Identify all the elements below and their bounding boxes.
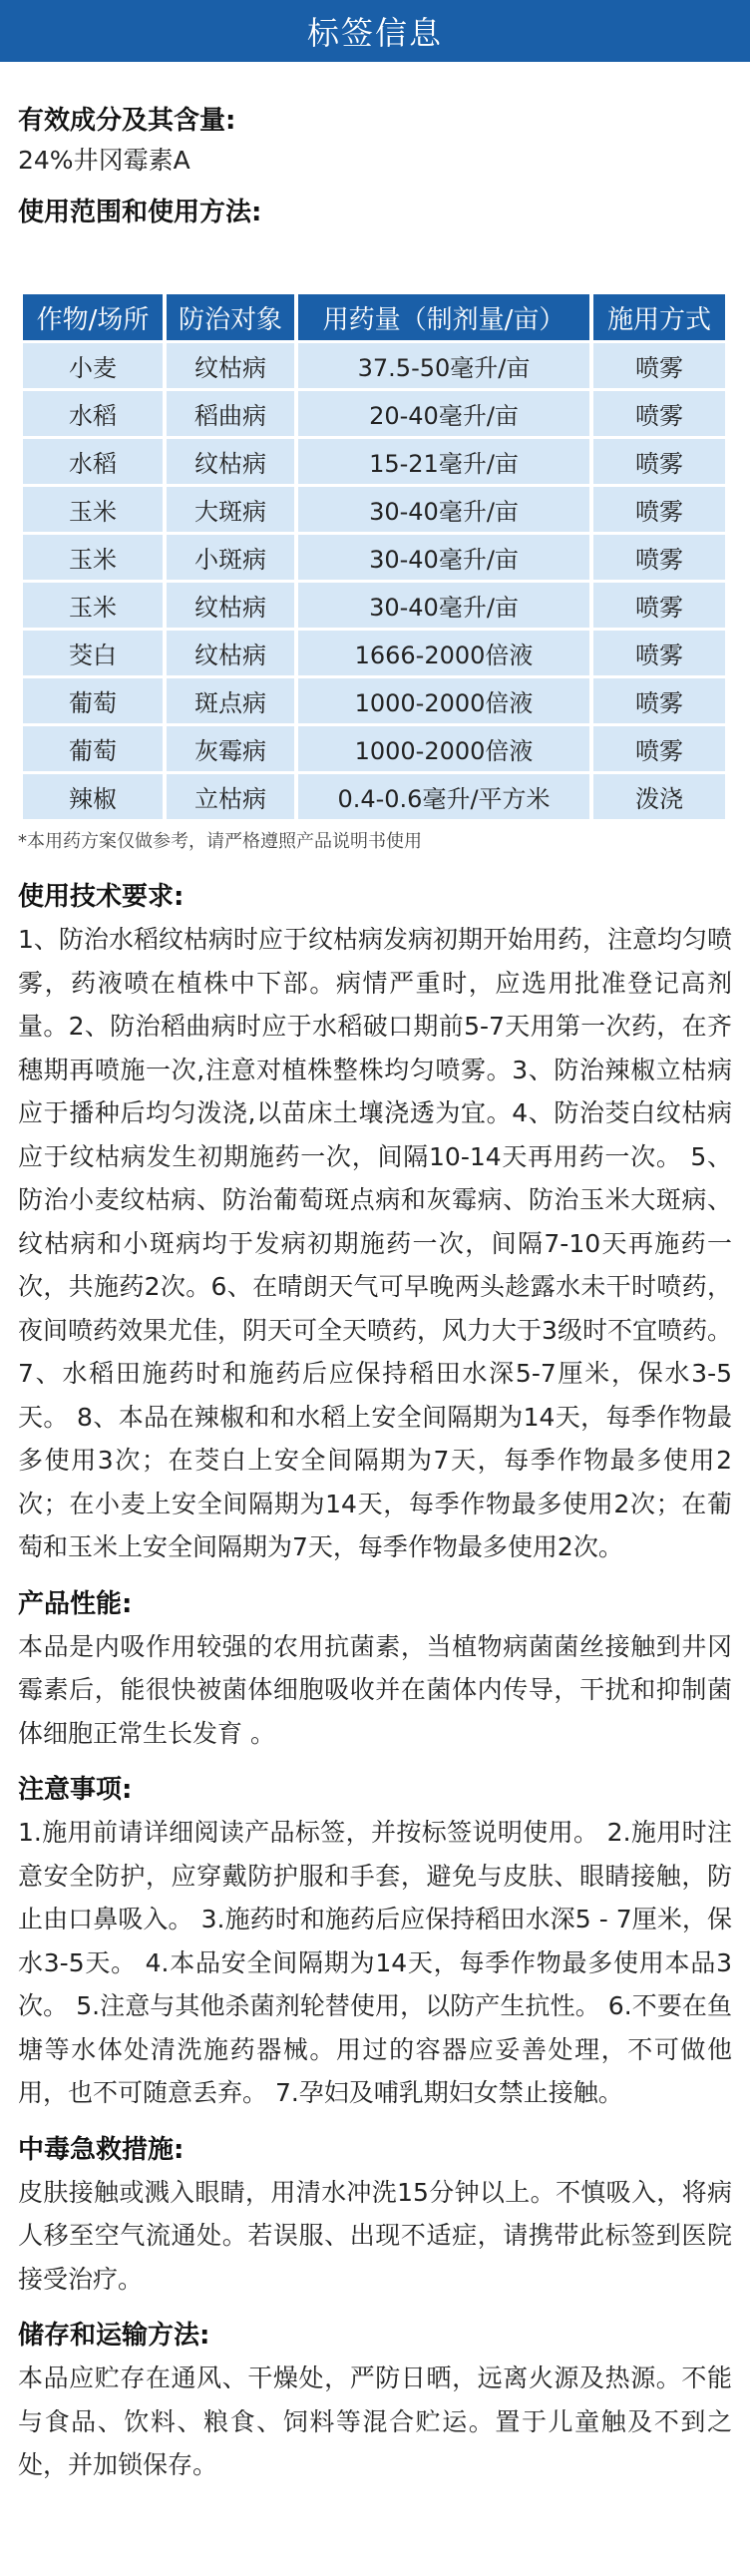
cell-method: 喷雾: [593, 439, 725, 484]
section-title: 使用技术要求:: [18, 882, 185, 912]
cell-target: 纹枯病: [167, 439, 294, 484]
product-performance-section: [18, 1583, 732, 1756]
table-row: [23, 774, 725, 819]
table-row: [23, 678, 725, 723]
cell-dosage: 20-40毫升/亩: [298, 391, 589, 436]
usage-title: 使用范围和使用方法:: [18, 198, 262, 227]
cell-crop: 葡萄: [23, 678, 163, 723]
cell-dosage: 30-40毫升/亩: [298, 535, 589, 580]
section-body: 本品是内吸作用较强的农用抗菌素，当植物病菌菌丝接触到井冈霉素后，能很快被菌体细胞吸收并在菌体内传导，干扰和抑制菌体细胞正常生长发育 。: [18, 1631, 732, 1748]
cell-method: 泼浇: [593, 774, 725, 819]
cell-crop: 玉米: [23, 535, 163, 580]
table-row: [23, 726, 725, 771]
cell-dosage: 30-40毫升/亩: [298, 583, 589, 628]
cell-method: 喷雾: [593, 391, 725, 436]
section-body: 皮肤接触或溅入眼睛，用清水冲洗15分钟以上。不慎吸入，将病人移至空气流通处。若误服、出现不适症，请携带此标签到医院接受治疗。: [18, 2177, 732, 2294]
cell-target: 大斑病: [167, 487, 294, 532]
cell-method: 喷雾: [593, 631, 725, 675]
cell-method: 喷雾: [593, 343, 725, 388]
cell-crop: 茭白: [23, 631, 163, 675]
header-title: 标签信息: [306, 14, 443, 52]
tech-requirements-section: [18, 876, 732, 1569]
table-row: [23, 487, 725, 532]
cell-target: 灰霉病: [167, 726, 294, 771]
usage-section: [18, 194, 732, 231]
ingredient-section: [18, 102, 732, 182]
section-title: 中毒急救措施:: [18, 2134, 185, 2165]
header-dosage: 用药量（制剂量/亩）: [298, 294, 589, 340]
cell-target: 纹枯病: [167, 343, 294, 388]
cell-method: 喷雾: [593, 535, 725, 580]
cell-target: 斑点病: [167, 678, 294, 723]
cell-dosage: 1666-2000倍液: [298, 631, 589, 675]
cell-method: 喷雾: [593, 583, 725, 628]
table-row: [23, 391, 725, 436]
usage-table: [19, 291, 729, 822]
table-row: [23, 439, 725, 484]
ingredient-title: 有效成分及其含量:: [18, 106, 236, 136]
cell-target: 立枯病: [167, 774, 294, 819]
precautions-section: [18, 1769, 732, 2115]
header-method: 施用方式: [593, 294, 725, 340]
header-crop: 作物/场所: [23, 294, 163, 340]
section-body: 本品应贮存在通风、干燥处，严防日晒，远离火源及热源。不能与食品、饮料、粮食、饲料等混合贮运。置于儿童触及不到之处，并加锁保存。: [18, 2363, 732, 2479]
label-content: [0, 102, 750, 2487]
cell-crop: 玉米: [23, 583, 163, 628]
header-target: 防治对象: [167, 294, 294, 340]
cell-dosage: 15-21毫升/亩: [298, 439, 589, 484]
table-row: [23, 631, 725, 675]
cell-target: 纹枯病: [167, 631, 294, 675]
cell-dosage: 30-40毫升/亩: [298, 487, 589, 532]
page-header: [0, 0, 750, 62]
cell-target: 纹枯病: [167, 583, 294, 628]
ingredient-value: 24%井冈霉素A: [18, 146, 190, 175]
section-title: 储存和运输方法:: [18, 2321, 210, 2351]
table-row: [23, 535, 725, 580]
cell-crop: 葡萄: [23, 726, 163, 771]
cell-method: 喷雾: [593, 678, 725, 723]
section-title: 注意事项:: [18, 1775, 133, 1805]
cell-dosage: 1000-2000倍液: [298, 678, 589, 723]
table-row: [23, 583, 725, 628]
cell-crop: 辣椒: [23, 774, 163, 819]
storage-section: [18, 2315, 732, 2487]
cell-method: 喷雾: [593, 487, 725, 532]
cell-crop: 水稻: [23, 439, 163, 484]
section-body: 1.施用前请详细阅读产品标签，并按标签说明使用。 2.施用时注意安全防护，应穿戴防护服和手套，避免与皮肤、眼睛接触，防止由口鼻吸入。 3.施药时和施药后应保持稻田水深5 - 7厘米，保水3-5天。 4.本品安全间隔期为14天，每季作物最多使用本品3次。 5.注意与其他杀菌剂轮替使用，以防产生抗性。 6.不要在鱼塘等水体处清洗施药器械。用过的容器应妥善处理，不可做他用，也不可随意丢弃。 7.孕妇及哺乳期妇女禁止接触。: [18, 1818, 732, 2107]
table-header-row: [23, 294, 725, 340]
table-row: [23, 343, 725, 388]
section-body: 1、防治水稻纹枯病时应于纹枯病发病初期开始用药，注意均匀喷雾，药液喷在植株中下部。病情严重时，应选用批准登记高剂量。2、防治稻曲病时应于水稻破口期前5-7天用第一次药，在齐穗期再喷施一次,注意对植株整株均匀喷雾。3、防治辣椒立枯病应于播种后均匀泼浇,以苗床土壤浇透为宜。4、防治茭白纹枯病应于纹枯病发生初期施药一次，间隔10-14天再用药一次。 5、防治小麦纹枯病、防治葡萄斑点病和灰霉病、防治玉米大斑病、纹枯病和小斑病均于发病初期施药一次，间隔7-10天再施药一次，共施药2次。6、在晴朗天气可早晚两头趁露水未干时喷药，夜间喷药效果尤佳，阴天可全天喷药，风力大于3级时不宜喷药。7、水稻田施药时和施药后应保持稻田水深5-7厘米，保水3-5天。 8、本品在辣椒和和水稻上安全间隔期为14天，每季作物最多使用3次；在茭白上安全间隔期为7天，每季作物最多使用2次；在小麦上安全间隔期为14天，每季作物最多使用2次；在葡萄和玉米上安全间隔期为7天，每季作物最多使用2次。: [18, 925, 732, 1561]
cell-target: 小斑病: [167, 535, 294, 580]
cell-crop: 水稻: [23, 391, 163, 436]
cell-target: 稻曲病: [167, 391, 294, 436]
section-title: 产品性能:: [18, 1588, 133, 1619]
cell-dosage: 0.4-0.6毫升/平方米: [298, 774, 589, 819]
table-note: *本用药方案仅做参考，请严格遵照产品说明书使用: [18, 831, 422, 852]
cell-dosage: 1000-2000倍液: [298, 726, 589, 771]
cell-method: 喷雾: [593, 726, 725, 771]
cell-dosage: 37.5-50毫升/亩: [298, 343, 589, 388]
first-aid-section: [18, 2129, 732, 2302]
cell-crop: 玉米: [23, 487, 163, 532]
cell-crop: 小麦: [23, 343, 163, 388]
